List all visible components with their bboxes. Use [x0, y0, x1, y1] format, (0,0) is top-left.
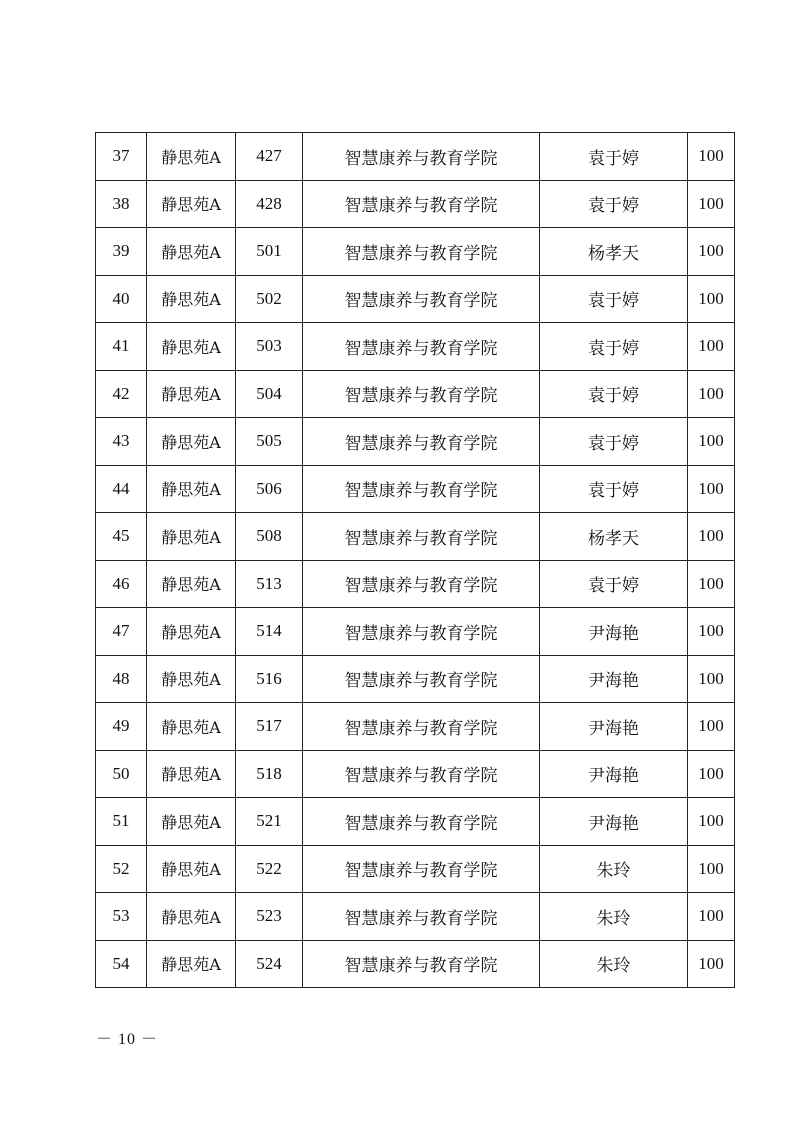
- college-cell: 智慧康养与教育学院: [303, 133, 540, 181]
- college-cell: 智慧康养与教育学院: [303, 703, 540, 751]
- building-cell: 静思苑A: [147, 370, 236, 418]
- score-cell: 100: [688, 750, 735, 798]
- table-row: [96, 323, 735, 371]
- score-cell: 100: [688, 323, 735, 371]
- college-cell: 智慧康养与教育学院: [303, 275, 540, 323]
- room-number-cell: 508: [236, 513, 303, 561]
- row-number-cell: 51: [96, 798, 147, 846]
- table-row: [96, 703, 735, 751]
- building-cell: 静思苑A: [147, 703, 236, 751]
- building-cell: 静思苑A: [147, 275, 236, 323]
- person-name-cell: 尹海艳: [540, 655, 688, 703]
- college-cell: 智慧康养与教育学院: [303, 845, 540, 893]
- table-row: [96, 513, 735, 561]
- college-cell: 智慧康养与教育学院: [303, 180, 540, 228]
- table-row: [96, 228, 735, 276]
- row-number-cell: 45: [96, 513, 147, 561]
- row-number-cell: 50: [96, 750, 147, 798]
- person-name-cell: 尹海艳: [540, 798, 688, 846]
- row-number-cell: 40: [96, 275, 147, 323]
- score-cell: 100: [688, 133, 735, 181]
- row-number-cell: 46: [96, 560, 147, 608]
- room-number-cell: 428: [236, 180, 303, 228]
- person-name-cell: 袁于婷: [540, 275, 688, 323]
- college-cell: 智慧康养与教育学院: [303, 750, 540, 798]
- person-name-cell: 尹海艳: [540, 703, 688, 751]
- person-name-cell: 袁于婷: [540, 133, 688, 181]
- person-name-cell: 袁于婷: [540, 465, 688, 513]
- college-cell: 智慧康养与教育学院: [303, 370, 540, 418]
- row-number-cell: 39: [96, 228, 147, 276]
- score-cell: 100: [688, 940, 735, 988]
- building-cell: 静思苑A: [147, 893, 236, 941]
- person-name-cell: 袁于婷: [540, 180, 688, 228]
- room-number-cell: 501: [236, 228, 303, 276]
- room-number-cell: 523: [236, 893, 303, 941]
- person-name-cell: 袁于婷: [540, 323, 688, 371]
- row-number-cell: 43: [96, 418, 147, 466]
- table-row: [96, 275, 735, 323]
- score-cell: 100: [688, 370, 735, 418]
- person-name-cell: 朱玲: [540, 893, 688, 941]
- building-cell: 静思苑A: [147, 418, 236, 466]
- table-row: [96, 798, 735, 846]
- college-cell: 智慧康养与教育学院: [303, 228, 540, 276]
- room-number-cell: 521: [236, 798, 303, 846]
- building-cell: 静思苑A: [147, 560, 236, 608]
- table-row: [96, 845, 735, 893]
- person-name-cell: 袁于婷: [540, 370, 688, 418]
- score-cell: 100: [688, 418, 735, 466]
- person-name-cell: 袁于婷: [540, 418, 688, 466]
- college-cell: 智慧康养与教育学院: [303, 465, 540, 513]
- room-number-cell: 514: [236, 608, 303, 656]
- table-row: [96, 180, 735, 228]
- room-number-cell: 524: [236, 940, 303, 988]
- row-number-cell: 42: [96, 370, 147, 418]
- college-cell: 智慧康养与教育学院: [303, 893, 540, 941]
- building-cell: 静思苑A: [147, 845, 236, 893]
- table-row: [96, 370, 735, 418]
- row-number-cell: 44: [96, 465, 147, 513]
- person-name-cell: 尹海艳: [540, 608, 688, 656]
- table-row: [96, 608, 735, 656]
- college-cell: 智慧康养与教育学院: [303, 418, 540, 466]
- score-cell: 100: [688, 465, 735, 513]
- room-number-cell: 517: [236, 703, 303, 751]
- table-row: [96, 133, 735, 181]
- room-number-cell: 505: [236, 418, 303, 466]
- person-name-cell: 杨孝天: [540, 228, 688, 276]
- person-name-cell: 尹海艳: [540, 750, 688, 798]
- person-name-cell: 朱玲: [540, 940, 688, 988]
- room-number-cell: 513: [236, 560, 303, 608]
- row-number-cell: 47: [96, 608, 147, 656]
- row-number-cell: 48: [96, 655, 147, 703]
- college-cell: 智慧康养与教育学院: [303, 608, 540, 656]
- table-row: [96, 465, 735, 513]
- room-number-cell: 522: [236, 845, 303, 893]
- person-name-cell: 袁于婷: [540, 560, 688, 608]
- score-cell: 100: [688, 228, 735, 276]
- score-cell: 100: [688, 703, 735, 751]
- building-cell: 静思苑A: [147, 180, 236, 228]
- college-cell: 智慧康养与教育学院: [303, 655, 540, 703]
- room-number-cell: 516: [236, 655, 303, 703]
- room-number-cell: 504: [236, 370, 303, 418]
- building-cell: 静思苑A: [147, 323, 236, 371]
- building-cell: 静思苑A: [147, 940, 236, 988]
- table-row: [96, 750, 735, 798]
- page-number: － 10 －: [96, 1031, 159, 1048]
- table-body: [96, 133, 735, 988]
- college-cell: 智慧康养与教育学院: [303, 513, 540, 561]
- score-cell: 100: [688, 513, 735, 561]
- row-number-cell: 54: [96, 940, 147, 988]
- person-name-cell: 杨孝天: [540, 513, 688, 561]
- building-cell: 静思苑A: [147, 750, 236, 798]
- person-name-cell: 朱玲: [540, 845, 688, 893]
- room-number-cell: 503: [236, 323, 303, 371]
- score-cell: 100: [688, 655, 735, 703]
- college-cell: 智慧康养与教育学院: [303, 323, 540, 371]
- table-row: [96, 560, 735, 608]
- score-cell: 100: [688, 845, 735, 893]
- building-cell: 静思苑A: [147, 465, 236, 513]
- row-number-cell: 53: [96, 893, 147, 941]
- college-cell: 智慧康养与教育学院: [303, 560, 540, 608]
- row-number-cell: 41: [96, 323, 147, 371]
- row-number-cell: 49: [96, 703, 147, 751]
- building-cell: 静思苑A: [147, 228, 236, 276]
- room-number-cell: 506: [236, 465, 303, 513]
- college-cell: 智慧康养与教育学院: [303, 798, 540, 846]
- room-number-cell: 518: [236, 750, 303, 798]
- score-cell: 100: [688, 560, 735, 608]
- score-cell: 100: [688, 608, 735, 656]
- score-cell: 100: [688, 798, 735, 846]
- building-cell: 静思苑A: [147, 608, 236, 656]
- dormitory-score-table: [95, 132, 735, 988]
- room-number-cell: 427: [236, 133, 303, 181]
- table-row: [96, 418, 735, 466]
- building-cell: 静思苑A: [147, 133, 236, 181]
- row-number-cell: 37: [96, 133, 147, 181]
- row-number-cell: 52: [96, 845, 147, 893]
- table-row: [96, 940, 735, 988]
- score-cell: 100: [688, 180, 735, 228]
- score-cell: 100: [688, 275, 735, 323]
- row-number-cell: 38: [96, 180, 147, 228]
- room-number-cell: 502: [236, 275, 303, 323]
- table-row: [96, 655, 735, 703]
- score-cell: 100: [688, 893, 735, 941]
- building-cell: 静思苑A: [147, 655, 236, 703]
- college-cell: 智慧康养与教育学院: [303, 940, 540, 988]
- building-cell: 静思苑A: [147, 513, 236, 561]
- table-row: [96, 893, 735, 941]
- building-cell: 静思苑A: [147, 798, 236, 846]
